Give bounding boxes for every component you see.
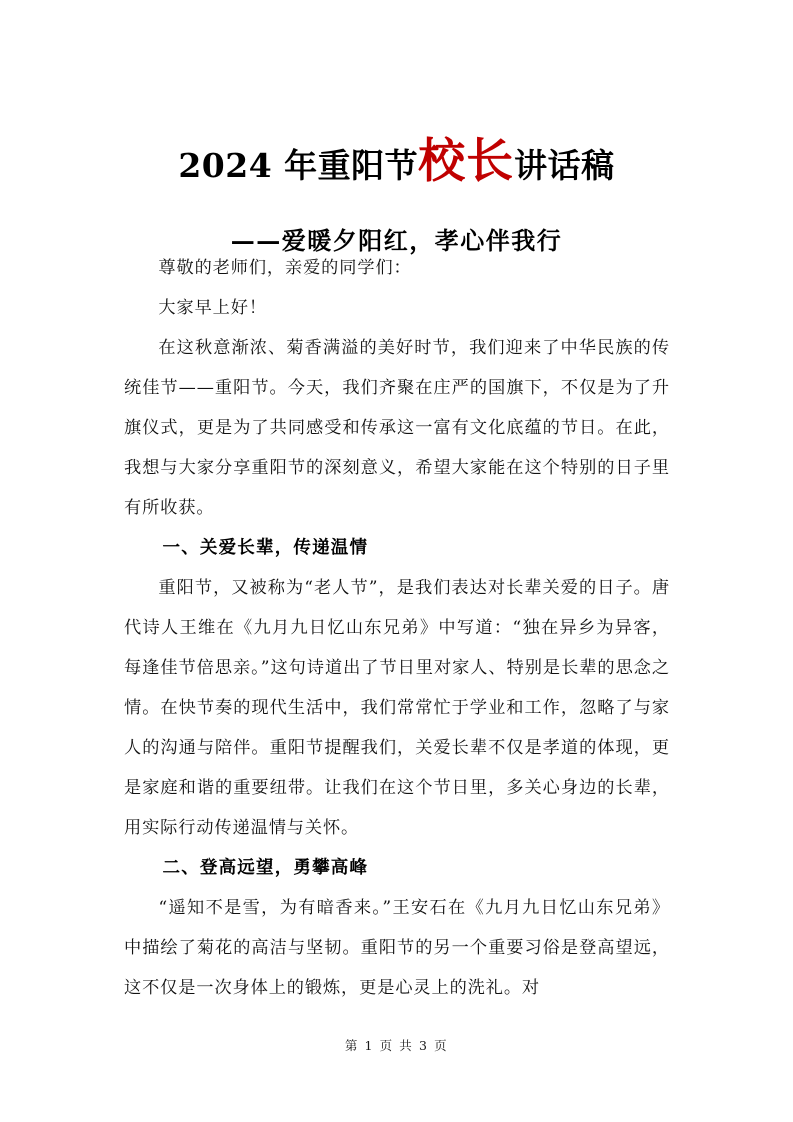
paragraph-intro: 在这秋意渐浓、菊香满溢的美好时节，我们迎来了中华民族的传统佳节——重阳节。今天，我们齐聚在庄严的国旗下，不仅是为了升旗仪式，更是为了共同感受和传承这一富有文化底蕴的节日。在此，我想与大家分享重阳节的深刻意义，希望大家能在这个特别的日子里有所收获。	[124, 338, 670, 518]
page-title	[0, 134, 793, 190]
page-subtitle: ——爱暖夕阳红，孝心伴我行	[230, 225, 563, 255]
title-accent: 校长	[418, 134, 515, 190]
paragraph-section-two-body: “遥知不是雪，为有暗香来。”王安石在《九月九日忆山东兄弟》中描绘了菊花的高洁与坚韧。重阳节的另一个重要习俗是登高望远，这不仅是一次身体上的锻炼，更是心灵上的洗礼。对	[124, 898, 670, 998]
paragraph-salutation: 尊敬的老师们，亲爱的同学们：	[158, 258, 412, 278]
title-prefix: 2024 年重阳节	[178, 146, 419, 186]
document-body	[124, 248, 670, 1008]
page-number-footer: 第 1 页 共 3 页	[344, 1038, 449, 1053]
section-heading-one: 一、关爱长辈，传递温情	[162, 538, 369, 558]
title-suffix: 讲话稿	[514, 146, 615, 186]
section-heading-two: 二、登高远望，勇攀高峰	[162, 858, 369, 878]
paragraph-section-one-body: 重阳节，又被称为“老人节”，是我们表达对长辈关爱的日子。唐代诗人王维在《九月九日忆山东兄弟》中写道：“独在异乡为异客，每逢佳节倍思亲。”这句诗道出了节日里对家人、特别是长辈的思念之情。在快节奏的现代生活中，我们常常忙于学业和工作，忽略了与家人的沟通与陪伴。重阳节提醒我们，关爱长辈不仅是孝道的体现，更是家庭和谐的重要纽带。让我们在这个节日里，多关心身边的长辈，用实际行动传递温情与关怀。	[124, 578, 670, 838]
paragraph-greeting: 大家早上好！	[158, 298, 267, 318]
